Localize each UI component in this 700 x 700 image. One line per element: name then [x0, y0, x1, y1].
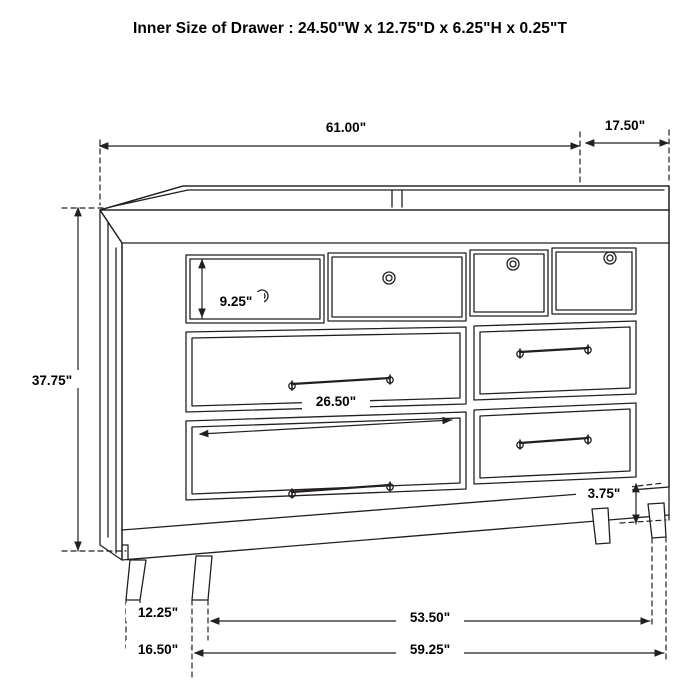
dim-leg-height: 3.75": [587, 486, 621, 501]
dim-foot-depth: 12.25": [137, 605, 179, 620]
dim-total-height: 37.75": [31, 373, 73, 388]
dim-drawer-width: 26.50": [315, 394, 357, 409]
dim-base-width: 59.25": [409, 642, 451, 657]
dresser-illustration: [100, 186, 669, 600]
dim-top-depth: 17.50": [604, 118, 646, 133]
dim-base-depth: 16.50": [137, 642, 179, 657]
dim-top-drawer-height: 9.25": [219, 294, 253, 309]
dim-top-width: 61.00": [325, 120, 367, 135]
dim-case-width: 53.50": [409, 610, 451, 625]
page-title: Inner Size of Drawer : 24.50"W x 12.75"D x 6.25"H x 0.25"T: [132, 20, 568, 37]
